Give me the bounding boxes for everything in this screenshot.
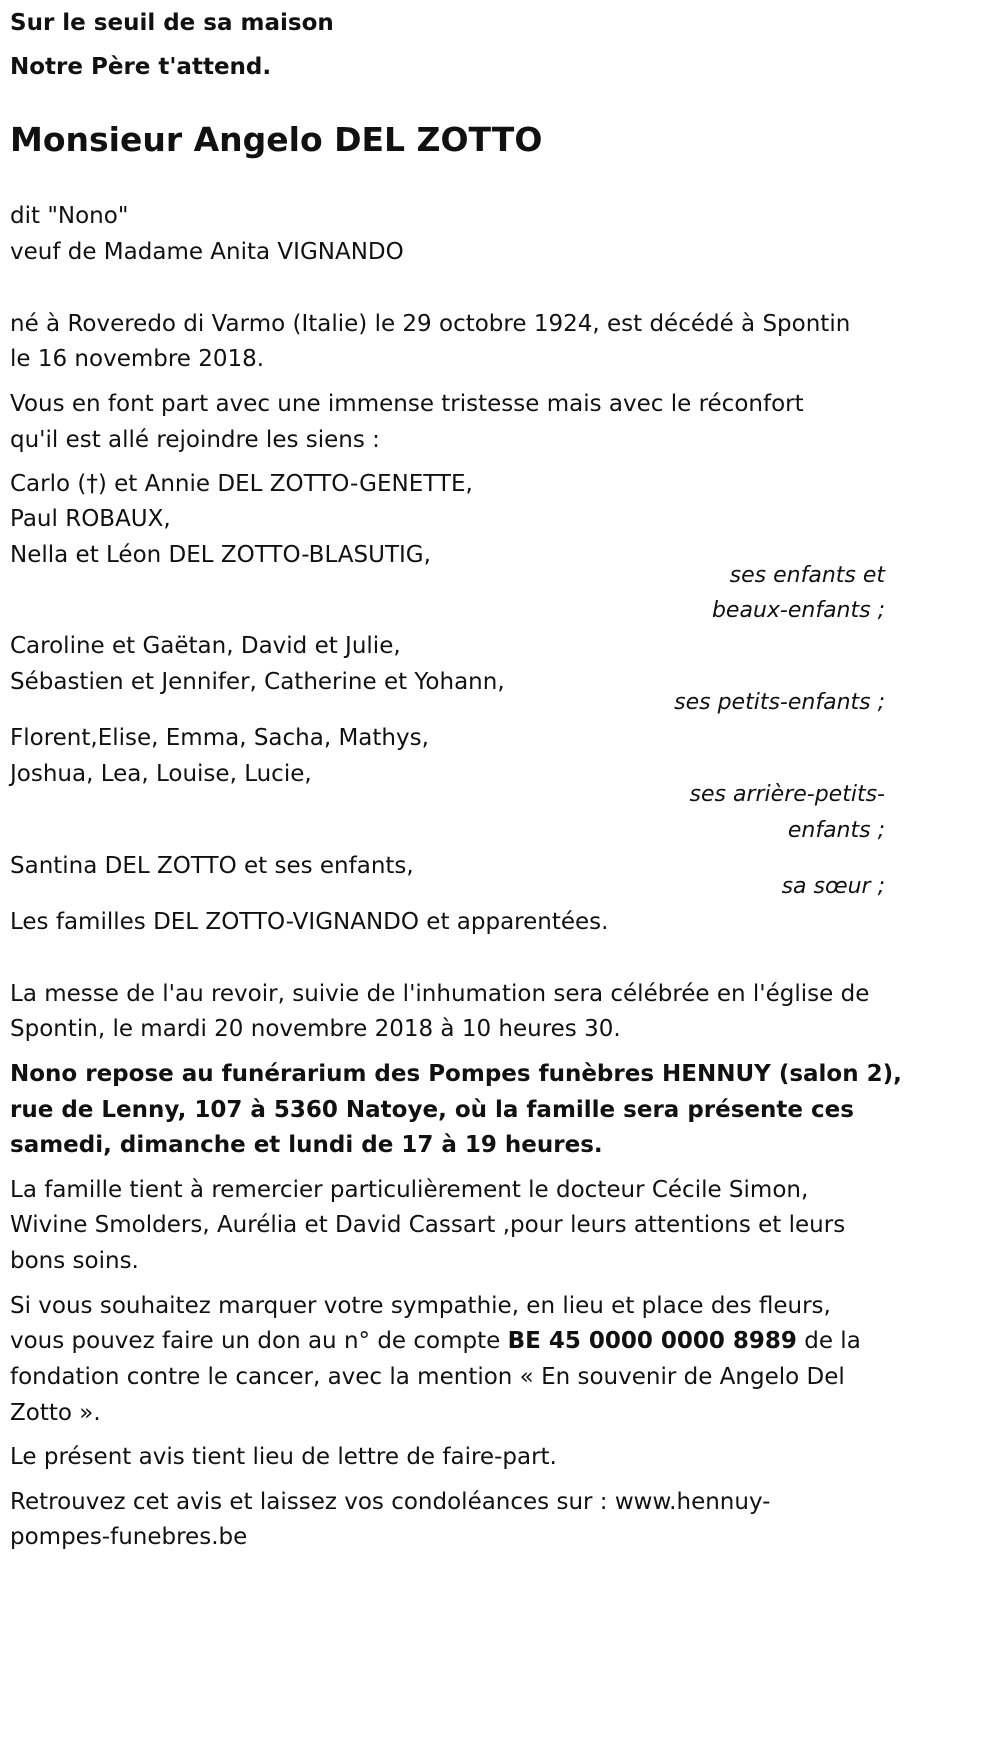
children-line-3: Nella et Léon DEL ZOTTO-BLASUTIG, bbox=[10, 542, 431, 568]
children-line-2: Paul ROBAUX, bbox=[10, 506, 171, 532]
birth-death-line-2: le 16 novembre 2018. bbox=[10, 346, 265, 372]
donation-line-3: fondation contre le cancer, avec la mention « En souvenir de Angelo Del bbox=[10, 1364, 845, 1390]
thanks-line-3: bons soins. bbox=[10, 1248, 139, 1274]
online-line-2: pompes-funebres.be bbox=[10, 1524, 248, 1550]
epigraph-line-1: Sur le seuil de sa maison bbox=[10, 10, 334, 36]
deceased-name-title: Monsieur Angelo DEL ZOTTO bbox=[10, 120, 543, 159]
children-line-1: Carlo (†) et Annie DEL ZOTTO-GENETTE, bbox=[10, 471, 473, 497]
children-relation-1: ses enfants et bbox=[729, 563, 885, 588]
thanks-line-1: La famille tient à remercier particulièrement le docteur Cécile Simon, bbox=[10, 1177, 809, 1203]
donation-line-1: Si vous souhaitez marquer votre sympathie, en lieu et place des fleurs, bbox=[10, 1293, 831, 1319]
great-grandchildren-line-1: Florent,Elise, Emma, Sacha, Mathys, bbox=[10, 725, 429, 751]
notice-statement: Le présent avis tient lieu de lettre de faire-part. bbox=[10, 1444, 557, 1470]
donation-text-pre: vous pouvez faire un don au n° de compte bbox=[10, 1328, 508, 1354]
donation-line-2 bbox=[10, 1323, 861, 1359]
funerarium-line-3: samedi, dimanche et lundi de 17 à 19 heures. bbox=[10, 1132, 603, 1158]
grandchildren-line-1: Caroline et Gaëtan, David et Julie, bbox=[10, 633, 401, 659]
grandchildren-line-2: Sébastien et Jennifer, Catherine et Yohann, bbox=[10, 669, 505, 695]
announcement-line-1: Vous en font part avec une immense tristesse mais avec le réconfort bbox=[10, 391, 804, 417]
mass-line-1: La messe de l'au revoir, suivie de l'inhumation sera célébrée en l'église de bbox=[10, 981, 870, 1007]
announcement-line-2: qu'il est allé rejoindre les siens : bbox=[10, 427, 380, 453]
epigraph-line-2: Notre Père t'attend. bbox=[10, 54, 272, 80]
sister-line: Santina DEL ZOTTO et ses enfants, bbox=[10, 853, 414, 879]
mass-line-2: Spontin, le mardi 20 novembre 2018 à 10 heures 30. bbox=[10, 1016, 621, 1042]
great-grandchildren-relation-1: ses arrière-petits- bbox=[689, 782, 885, 807]
nickname: dit "Nono" bbox=[10, 203, 129, 229]
birth-death-line-1: né à Roveredo di Varmo (Italie) le 29 octobre 1924, est décédé à Spontin bbox=[10, 311, 851, 337]
grandchildren-relation: ses petits-enfants ; bbox=[674, 690, 885, 715]
online-line-1: Retrouvez cet avis et laissez vos condoléances sur : www.hennuy- bbox=[10, 1489, 771, 1515]
funerarium-line-2: rue de Lenny, 107 à 5360 Natoye, où la famille sera présente ces bbox=[10, 1097, 854, 1123]
great-grandchildren-line-2: Joshua, Lea, Louise, Lucie, bbox=[10, 761, 312, 787]
bank-account-number: BE 45 0000 0000 8989 bbox=[507, 1328, 797, 1354]
widower-line: veuf de Madame Anita VIGNANDO bbox=[10, 239, 404, 265]
funerarium-line-1: Nono repose au funérarium des Pompes funèbres HENNUY (salon 2), bbox=[10, 1061, 902, 1087]
donation-line-4: Zotto ». bbox=[10, 1400, 101, 1426]
thanks-line-2: Wivine Smolders, Aurélia et David Cassart ,pour leurs attentions et leurs bbox=[10, 1212, 846, 1238]
sister-relation: sa sœur ; bbox=[781, 874, 885, 899]
families-line: Les familles DEL ZOTTO-VIGNANDO et apparentées. bbox=[10, 909, 609, 935]
donation-text-post: de la bbox=[796, 1328, 861, 1354]
great-grandchildren-relation-2: enfants ; bbox=[787, 818, 885, 843]
children-relation-2: beaux-enfants ; bbox=[711, 598, 885, 623]
